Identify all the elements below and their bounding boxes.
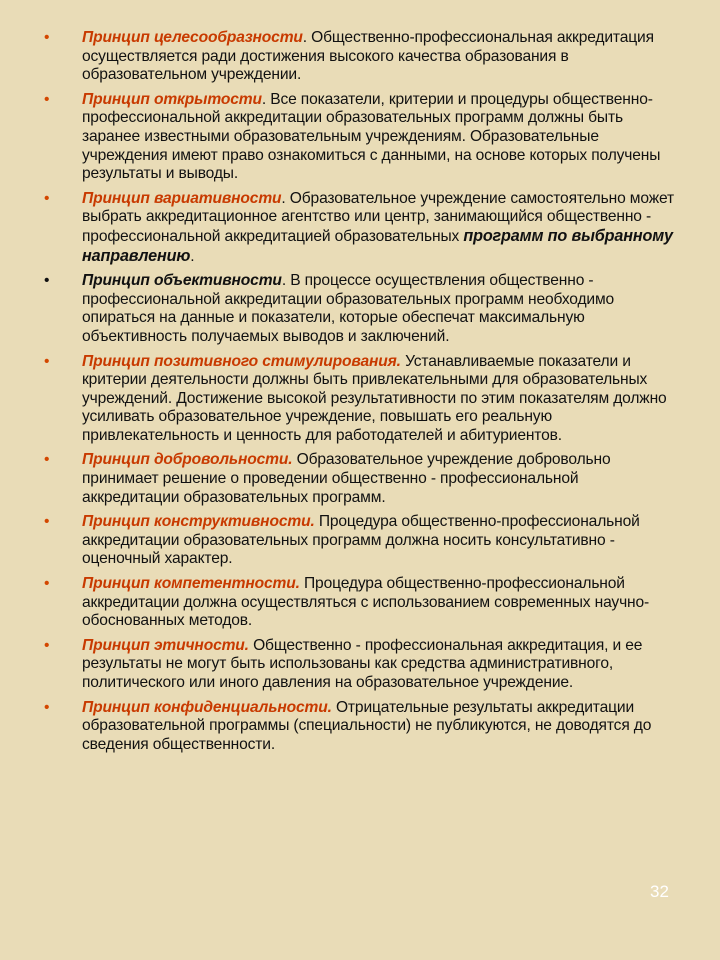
list-item [44,637,676,693]
list-item [44,513,676,569]
principle-text: В процессе осуществления общественно - профессиональной аккредитации образовательных программ необходимо опираться на данные и показатели, которые обеспечат максимальную объективность получаемых выводов и заключений. [82,272,615,345]
principle-text: Отрицательные результаты аккредитации образовательной программы (специальности) не публикуются, не доводятся до сведения общественности. [82,698,652,753]
principle-text: Общественно - профессиональная аккредитация, и ее результаты не могут быть использованы как средства административного, политического или иного давления на образовательное учреждение. [82,636,643,691]
principle-text: Процедура общественно-профессиональной аккредитации должна осуществляться с использованием современных научно-обоснованных методов. [82,575,650,630]
principle-title: Принцип позитивного стимулирования. [82,352,401,370]
bullet-icon: • [44,698,50,716]
list-item [44,451,676,507]
page-number: 32 [650,882,669,901]
bullet-icon: • [44,272,50,290]
title-separator: . [302,29,312,46]
principle-text: Все показатели, критерии и процедуры общественно-профессиональной аккредитации образовательных программ должны быть заранее известными образовательным учреждениям. Образовательные учреждения имеют право ознакомиться с данными, на основе которых получены результаты и выводы. [82,90,661,183]
principle-title: Принцип объективности [82,272,282,290]
principle-title: Принцип конструктивности. [82,513,315,531]
principle-title: Принцип целесообразности [82,29,303,46]
principle-title: Принцип вариативности [82,189,282,207]
bullet-icon: • [44,513,50,531]
list-item [44,190,676,266]
list-item [44,699,676,755]
list-item [44,272,676,346]
principle-title: Принцип этичности. [82,636,249,654]
bullet-icon: • [44,90,50,108]
principle-tail: . [190,247,195,265]
principle-emphasis: программ по выбранному направлению [82,226,673,265]
bullet-icon: • [44,636,50,654]
principle-text: Устанавливаемые показатели и критерии деятельности должны быть привлекательными для образовательных учреждений. Достижение высокой результативности по этим показателям должно усиливать образовательное учреждение, повышать его реальную привлекательность и ценность для работодателей и абитуриентов. [82,352,667,444]
list-item [44,91,676,184]
principle-title: Принцип конфиденциальности. [82,698,332,716]
principle-text: Образовательное учреждение добровольно принимает решение о проведении общественно - профессиональной аккредитации образовательных программ. [82,451,611,506]
principle-text: Процедура общественно-профессиональной аккредитации образовательных программ должна носить консультативно - оценочный характер. [82,513,640,568]
principle-text: Образовательное учреждение самостоятельно может выбрать аккредитационное агентство или центр, занимающийся общественно - профессиональной аккредитацией образовательных [82,189,674,245]
list-item [44,29,676,85]
list-item [44,575,676,631]
principles-list [44,29,676,760]
bullet-icon: • [44,451,50,469]
principle-title: Принцип добровольности. [82,451,293,469]
principle-title: Принцип открытости [82,90,262,108]
bullet-icon: • [44,352,50,370]
principle-title: Принцип компетентности. [82,575,300,593]
list-item [44,353,676,446]
title-separator: . [261,90,271,108]
bullet-icon: • [44,575,50,593]
title-separator: . [281,189,290,207]
principle-text: Общественно-профессиональная аккредитация осуществляется ради достижения высокого качества образования в образовательном учреждении. [82,29,654,84]
bullet-icon: • [44,189,50,207]
title-separator: . [281,272,291,290]
bullet-icon: • [44,29,50,46]
